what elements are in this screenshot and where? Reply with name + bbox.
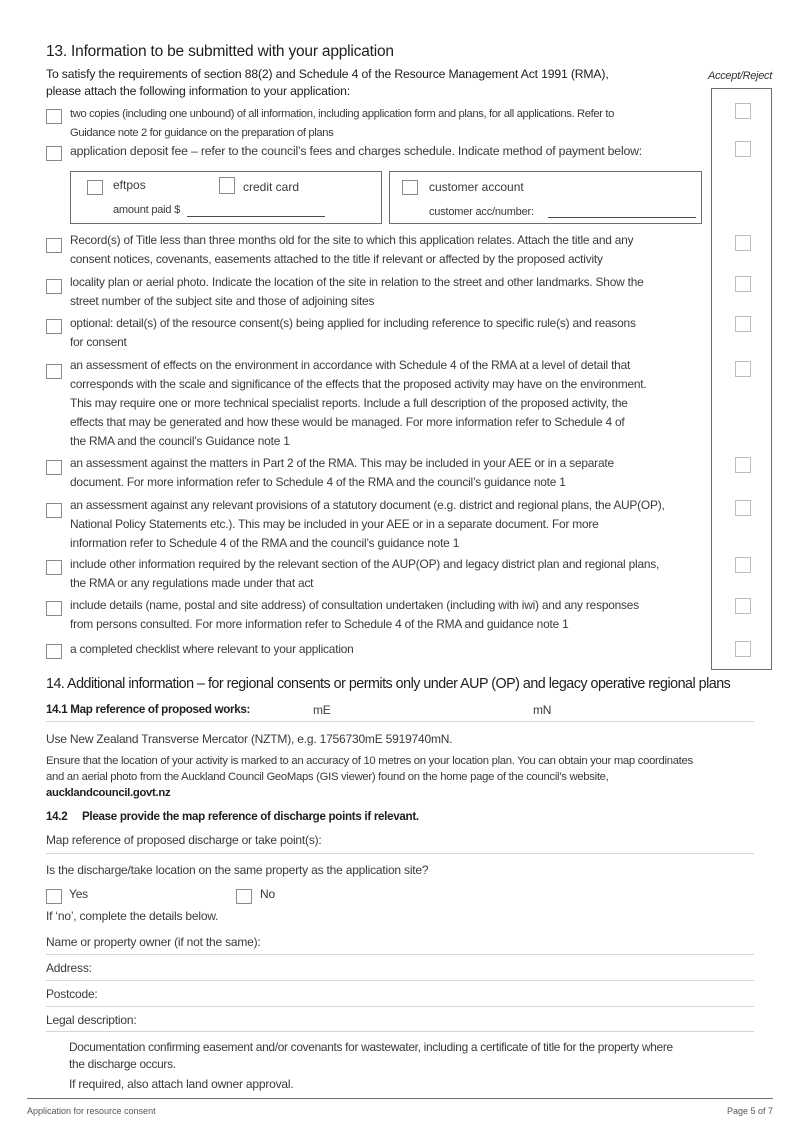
- accept-reject-column: [711, 88, 772, 670]
- section-13-intro: [46, 66, 686, 100]
- footer-divider: [27, 1098, 773, 1099]
- note-line: and an aerial photo from the Auckland Council GeoMaps (GIS viewer) found on the home page of the council’s website,: [46, 771, 609, 783]
- item-line: effects that may be generated and how these would be managed. For more information refer to Schedule 4 of: [70, 415, 625, 429]
- yes-checkbox[interactable]: [46, 889, 62, 904]
- intro-line-2: please attach the following information to your application:: [46, 84, 351, 98]
- item-line: document. For more information refer to Schedule 4 of the RMA and the council’s guidance note 1: [70, 475, 566, 489]
- item-line: optional: detail(s) of the resource consent(s) being applied for including reference to specific rule(s) and reasons: [70, 316, 636, 330]
- item-line: two copies (including one unbound) of all information, including application form and plans, for all applications. Refer to: [70, 108, 615, 120]
- note-line: Ensure that the location of your activity is marked to an accuracy of 10 metres on your location plan. You can obtain your map coordinates: [46, 755, 693, 767]
- item-line: an assessment against any relevant provisions of a statutory document (e.g. district and regional plans, the AUP(OP),: [70, 498, 665, 512]
- mn-label: mN: [533, 703, 552, 717]
- amount-paid-label: amount paid $: [113, 204, 181, 216]
- item-consultation-details: [70, 596, 700, 634]
- item-checkbox-two-copies[interactable]: [46, 109, 62, 124]
- accept-reject-checkbox-9[interactable]: [735, 557, 751, 573]
- customer-acc-number-label: customer acc/number:: [429, 206, 534, 218]
- section-14-heading: 14. Additional information – for regional consents or permits only under AUP (OP) and legacy operative regional plans: [46, 676, 731, 692]
- accept-reject-checkbox-4[interactable]: [735, 276, 751, 292]
- accept-reject-checkbox-3[interactable]: [735, 235, 751, 251]
- no-checkbox[interactable]: [236, 889, 252, 904]
- discharge-map-reference-field[interactable]: [46, 853, 754, 854]
- payment-account-box: [389, 171, 702, 224]
- item-checkbox-checklist[interactable]: [46, 644, 62, 659]
- item-checkbox-other-info[interactable]: [46, 560, 62, 575]
- accept-reject-checkbox-11[interactable]: [735, 641, 751, 657]
- item-line: an assessment of effects on the environment in accordance with Schedule 4 of the RMA at a level of detail that: [70, 358, 631, 372]
- website-link[interactable]: aucklandcouncil.govt.nz: [46, 787, 171, 799]
- eftpos-label: eftpos: [113, 178, 146, 192]
- item-line: the RMA and the council’s Guidance note 1: [70, 434, 290, 448]
- address-label: Address:: [46, 961, 92, 975]
- item-assessment-of-effects: [70, 356, 700, 451]
- item-checkbox-statutory[interactable]: [46, 503, 62, 518]
- item-line: include other information required by the relevant section of the AUP(OP) and legacy district plan and regional plans,: [70, 557, 660, 571]
- item-line: corresponds with the scale and significance of the effects that the proposed activity may have on the environment.: [70, 377, 647, 391]
- easement-documentation-note: [69, 1039, 769, 1073]
- accept-reject-checkbox-7[interactable]: [735, 457, 751, 473]
- yes-label: Yes: [69, 887, 88, 901]
- note-line: Documentation confirming easement and/or covenants for wastewater, including a certificate of title for the property where: [69, 1040, 673, 1054]
- item-checkbox-consent-details[interactable]: [46, 319, 62, 334]
- accept-reject-checkbox-1[interactable]: [735, 103, 751, 119]
- item-line: for consent: [70, 335, 127, 349]
- item-deposit-fee: application deposit fee – refer to the council’s fees and charges schedule. Indicate method of payment below:: [70, 144, 643, 158]
- customer-account-label: customer account: [429, 180, 524, 194]
- location-accuracy-note: [46, 753, 746, 801]
- item-checkbox-locality-plan[interactable]: [46, 279, 62, 294]
- property-owner-field[interactable]: [46, 954, 754, 955]
- item-checkbox-part-2[interactable]: [46, 460, 62, 475]
- accept-reject-checkbox-8[interactable]: [735, 500, 751, 516]
- land-owner-approval-note: If required, also attach land owner approval.: [69, 1077, 294, 1091]
- item-consent-details: [70, 314, 700, 352]
- intro-line-1: To satisfy the requirements of section 88(2) and Schedule 4 of the Resource Management Act 1991 (RMA),: [46, 67, 609, 81]
- same-property-question: Is the discharge/take location on the same property as the application site?: [46, 863, 429, 877]
- postcode-label: Postcode:: [46, 987, 98, 1001]
- section-14-2-label: Please provide the map reference of discharge points if relevant.: [82, 810, 419, 823]
- item-statutory-assessment: [70, 496, 700, 553]
- item-line: street number of the subject site and those of adjoining sites: [70, 294, 375, 308]
- item-line: from persons consulted. For more information refer to Schedule 4 of the RMA and guidance note 1: [70, 617, 569, 631]
- item-line: information refer to Schedule 4 of the RMA and the council’s guidance note 1: [70, 536, 460, 550]
- item-record-of-title: [70, 231, 700, 269]
- legal-description-field[interactable]: [46, 1031, 754, 1032]
- discharge-map-reference-label: Map reference of proposed discharge or take point(s):: [46, 833, 322, 847]
- item-line: include details (name, postal and site address) of consultation undertaken (including with iwi) and any responses: [70, 598, 639, 612]
- item-locality-plan: [70, 273, 700, 311]
- payment-card-box: [70, 171, 382, 224]
- accept-reject-checkbox-2[interactable]: [735, 141, 751, 157]
- credit-card-checkbox[interactable]: [219, 177, 235, 194]
- item-line: Guidance note 2 for guidance on the preparation of plans: [70, 127, 334, 139]
- item-line: consent notices, covenants, easements attached to the title if relevant or affected by the proposed activity: [70, 252, 603, 266]
- map-reference-field[interactable]: [46, 721, 754, 722]
- note-line: the discharge occurs.: [69, 1057, 176, 1071]
- item-line: the RMA or any regulations made under that act: [70, 576, 314, 590]
- customer-acc-number-field[interactable]: [548, 217, 696, 218]
- legal-description-label: Legal description:: [46, 1013, 137, 1027]
- accept-reject-checkbox-6[interactable]: [735, 361, 751, 377]
- section-13-heading: 13. Information to be submitted with your application: [46, 43, 394, 60]
- item-checkbox-aee[interactable]: [46, 364, 62, 379]
- item-line: an assessment against the matters in Part 2 of the RMA. This may be included in your AEE or in a separate: [70, 456, 614, 470]
- item-two-copies: [70, 105, 700, 143]
- address-field[interactable]: [46, 980, 754, 981]
- property-owner-label: Name or property owner (if not the same):: [46, 935, 261, 949]
- item-part-2-assessment: [70, 454, 700, 492]
- item-checkbox-consultation[interactable]: [46, 601, 62, 616]
- footer-page-number: Page 5 of 7: [727, 1106, 774, 1116]
- footer-document-title: Application for resource consent: [27, 1106, 156, 1116]
- customer-account-checkbox[interactable]: [402, 180, 418, 195]
- me-label: mE: [313, 703, 331, 717]
- item-completed-checklist: a completed checklist where relevant to your application: [70, 642, 354, 656]
- nztm-note: Use New Zealand Transverse Mercator (NZTM), e.g. 1756730mE 5919740mN.: [46, 732, 453, 746]
- eftpos-checkbox[interactable]: [87, 180, 103, 195]
- accept-reject-checkbox-5[interactable]: [735, 316, 751, 332]
- if-no-note: If ‘no’, complete the details below.: [46, 909, 219, 923]
- item-other-information: [70, 555, 700, 593]
- credit-card-label: credit card: [243, 180, 300, 194]
- no-label: No: [260, 887, 275, 901]
- map-reference-label: 14.1 Map reference of proposed works:: [46, 703, 251, 716]
- item-line: Record(s) of Title less than three months old for the site to which this application relates. Attach the title and any: [70, 233, 634, 247]
- item-checkbox-deposit-fee[interactable]: [46, 146, 62, 161]
- item-checkbox-record-of-title[interactable]: [46, 238, 62, 253]
- amount-paid-field[interactable]: [187, 216, 325, 217]
- item-line: National Policy Statements etc.). This may be included in your AEE or in a separate document. For more: [70, 517, 599, 531]
- section-14-2-number: 14.2: [46, 810, 68, 823]
- accept-reject-checkbox-10[interactable]: [735, 598, 751, 614]
- item-line: locality plan or aerial photo. Indicate the location of the site in relation to the street and other landmarks. Show the: [70, 275, 644, 289]
- postcode-field[interactable]: [46, 1006, 754, 1007]
- accept-reject-label: Accept/Reject: [708, 70, 772, 82]
- item-line: This may require one or more technical specialist reports. Include a full description of the proposed activity, the: [70, 396, 628, 410]
